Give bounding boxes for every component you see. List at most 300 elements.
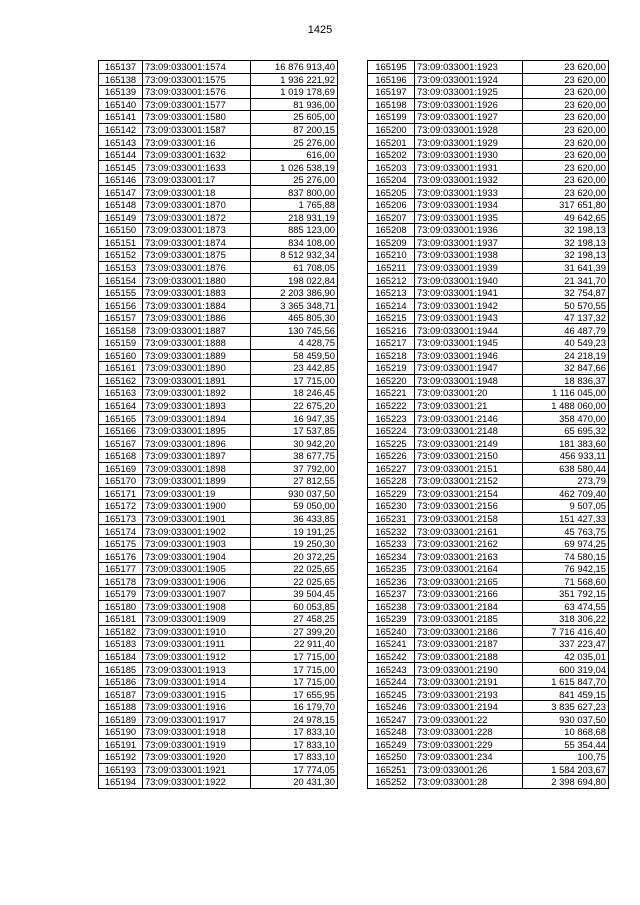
cadastral-value: 2 203 386,90 bbox=[251, 286, 338, 299]
cadastral-number: 73:09:033001:2152 bbox=[415, 475, 523, 488]
table-row bbox=[99, 161, 338, 174]
table-row bbox=[99, 663, 338, 676]
table-row bbox=[99, 224, 338, 237]
table-row bbox=[368, 199, 609, 212]
row-number: 165164 bbox=[99, 399, 143, 412]
table-row bbox=[368, 763, 609, 776]
cadastral-number: 73:09:033001:1894 bbox=[143, 412, 251, 425]
row-number: 165242 bbox=[368, 650, 415, 663]
table-row bbox=[99, 148, 338, 161]
row-number: 165189 bbox=[99, 713, 143, 726]
table-row bbox=[368, 324, 609, 337]
table-row bbox=[99, 575, 338, 588]
row-number: 165173 bbox=[99, 512, 143, 525]
cadastral-number: 73:09:033001:22 bbox=[415, 713, 523, 726]
cadastral-number: 73:09:033001:1943 bbox=[415, 311, 523, 324]
row-number: 165175 bbox=[99, 537, 143, 550]
row-number: 165214 bbox=[368, 299, 415, 312]
cadastral-value: 181 383,60 bbox=[523, 437, 609, 450]
cadastral-number: 73:09:033001:1926 bbox=[415, 98, 523, 111]
row-number: 165167 bbox=[99, 437, 143, 450]
cadastral-value: 1 936 221,92 bbox=[251, 73, 338, 86]
cadastral-value: 50 570,55 bbox=[523, 299, 609, 312]
table-row bbox=[99, 249, 338, 262]
row-number: 165169 bbox=[99, 462, 143, 475]
row-number: 165198 bbox=[368, 98, 415, 111]
row-number: 165138 bbox=[99, 73, 143, 86]
cadastral-number: 73:09:033001:2186 bbox=[415, 625, 523, 638]
cadastral-number: 73:09:033001:1890 bbox=[143, 362, 251, 375]
cadastral-value: 23 620,00 bbox=[523, 86, 609, 99]
row-number: 165228 bbox=[368, 475, 415, 488]
cadastral-number: 73:09:033001:2184 bbox=[415, 600, 523, 613]
table-row bbox=[368, 261, 609, 274]
table-row bbox=[368, 500, 609, 513]
cadastral-value: 40 549,23 bbox=[523, 337, 609, 350]
cadastral-value: 616,00 bbox=[251, 148, 338, 161]
cadastral-number: 73:09:033001:21 bbox=[415, 399, 523, 412]
table-row bbox=[368, 638, 609, 651]
cadastral-value: 930 037,50 bbox=[251, 487, 338, 500]
table-row bbox=[368, 349, 609, 362]
cadastral-value: 23 620,00 bbox=[523, 123, 609, 136]
row-number: 165195 bbox=[368, 61, 415, 74]
cadastral-number: 73:09:033001:2162 bbox=[415, 537, 523, 550]
row-number: 165150 bbox=[99, 224, 143, 237]
cadastral-number: 73:09:033001:1928 bbox=[415, 123, 523, 136]
cadastral-value: 81 936,00 bbox=[251, 98, 338, 111]
cadastral-number: 73:09:033001:1907 bbox=[143, 587, 251, 600]
cadastral-value: 27 458,25 bbox=[251, 613, 338, 626]
table-row bbox=[368, 299, 609, 312]
cadastral-value: 19 191,25 bbox=[251, 525, 338, 538]
table-row bbox=[368, 713, 609, 726]
row-number: 165193 bbox=[99, 763, 143, 776]
table-row bbox=[368, 587, 609, 600]
cadastral-number: 73:09:033001:1909 bbox=[143, 613, 251, 626]
row-number: 165227 bbox=[368, 462, 415, 475]
cadastral-value: 16 876 913,40 bbox=[251, 61, 338, 74]
cadastral-number: 73:09:033001:1947 bbox=[415, 362, 523, 375]
table-row bbox=[99, 362, 338, 375]
table-row bbox=[99, 399, 338, 412]
cadastral-number: 73:09:033001:1916 bbox=[143, 700, 251, 713]
table-row bbox=[368, 675, 609, 688]
row-number: 165247 bbox=[368, 713, 415, 726]
table-row bbox=[368, 550, 609, 563]
row-number: 165221 bbox=[368, 387, 415, 400]
cadastral-value: 45 763,75 bbox=[523, 525, 609, 538]
table-row bbox=[368, 224, 609, 237]
cadastral-value: 17 833,10 bbox=[251, 725, 338, 738]
cadastral-value: 8 512 932,34 bbox=[251, 249, 338, 262]
register-table-left bbox=[98, 60, 338, 789]
cadastral-number: 73:09:033001:1915 bbox=[143, 688, 251, 701]
cadastral-value: 17 655,95 bbox=[251, 688, 338, 701]
table-row bbox=[368, 311, 609, 324]
row-number: 165194 bbox=[99, 776, 143, 789]
table-row bbox=[99, 311, 338, 324]
row-number: 165222 bbox=[368, 399, 415, 412]
table-row bbox=[99, 349, 338, 362]
cadastral-value: 318 306,22 bbox=[523, 613, 609, 626]
cadastral-value: 60 053,85 bbox=[251, 600, 338, 613]
cadastral-number: 73:09:033001:28 bbox=[415, 776, 523, 789]
cadastral-value: 23 620,00 bbox=[523, 98, 609, 111]
cadastral-number: 73:09:033001:1946 bbox=[415, 349, 523, 362]
cadastral-value: 31 641,39 bbox=[523, 261, 609, 274]
table-row bbox=[368, 725, 609, 738]
cadastral-value: 30 942,20 bbox=[251, 437, 338, 450]
table-row bbox=[368, 663, 609, 676]
cadastral-value: 32 198,13 bbox=[523, 224, 609, 237]
cadastral-number: 73:09:033001:1876 bbox=[143, 261, 251, 274]
cadastral-value: 19 250,30 bbox=[251, 537, 338, 550]
cadastral-value: 20 372,25 bbox=[251, 550, 338, 563]
cadastral-number: 73:09:033001:1892 bbox=[143, 387, 251, 400]
row-number: 165246 bbox=[368, 700, 415, 713]
cadastral-number: 73:09:033001:234 bbox=[415, 751, 523, 764]
table-row bbox=[99, 512, 338, 525]
cadastral-number: 73:09:033001:1919 bbox=[143, 738, 251, 751]
cadastral-number: 73:09:033001:1883 bbox=[143, 286, 251, 299]
cadastral-value: 32 198,13 bbox=[523, 236, 609, 249]
row-number: 165145 bbox=[99, 161, 143, 174]
cadastral-number: 73:09:033001:1895 bbox=[143, 424, 251, 437]
table-row bbox=[99, 525, 338, 538]
cadastral-number: 73:09:033001:1923 bbox=[415, 61, 523, 74]
table-row bbox=[99, 199, 338, 212]
table-row bbox=[99, 738, 338, 751]
cadastral-number: 73:09:033001:1880 bbox=[143, 274, 251, 287]
cadastral-number: 73:09:033001:1937 bbox=[415, 236, 523, 249]
cadastral-value: 17 833,10 bbox=[251, 738, 338, 751]
row-number: 165243 bbox=[368, 663, 415, 676]
row-number: 165183 bbox=[99, 638, 143, 651]
row-number: 165153 bbox=[99, 261, 143, 274]
cadastral-value: 63 474,55 bbox=[523, 600, 609, 613]
row-number: 165160 bbox=[99, 349, 143, 362]
cadastral-value: 65 695,32 bbox=[523, 424, 609, 437]
cadastral-value: 1 488 060,00 bbox=[523, 399, 609, 412]
row-number: 165208 bbox=[368, 224, 415, 237]
table-row bbox=[99, 274, 338, 287]
table-row bbox=[99, 61, 338, 74]
row-number: 165226 bbox=[368, 449, 415, 462]
cadastral-number: 73:09:033001:17 bbox=[143, 173, 251, 186]
row-number: 165179 bbox=[99, 587, 143, 600]
table-row bbox=[368, 625, 609, 638]
cadastral-value: 17 715,00 bbox=[251, 663, 338, 676]
table-row bbox=[368, 650, 609, 663]
row-number: 165144 bbox=[99, 148, 143, 161]
cadastral-number: 73:09:033001:1891 bbox=[143, 374, 251, 387]
table-row bbox=[368, 148, 609, 161]
row-number: 165224 bbox=[368, 424, 415, 437]
cadastral-value: 885 123,00 bbox=[251, 224, 338, 237]
table-row bbox=[368, 475, 609, 488]
row-number: 165234 bbox=[368, 550, 415, 563]
table-row bbox=[99, 261, 338, 274]
row-number: 165139 bbox=[99, 86, 143, 99]
cadastral-value: 87 200,15 bbox=[251, 123, 338, 136]
cadastral-value: 22 025,65 bbox=[251, 562, 338, 575]
table-row bbox=[368, 537, 609, 550]
row-number: 165231 bbox=[368, 512, 415, 525]
row-number: 165147 bbox=[99, 186, 143, 199]
cadastral-number: 73:09:033001:1913 bbox=[143, 663, 251, 676]
cadastral-value: 27 812,55 bbox=[251, 475, 338, 488]
cadastral-value: 23 620,00 bbox=[523, 61, 609, 74]
row-number: 165237 bbox=[368, 587, 415, 600]
row-number: 165184 bbox=[99, 650, 143, 663]
table-row bbox=[99, 763, 338, 776]
cadastral-number: 73:09:033001:1948 bbox=[415, 374, 523, 387]
table-row bbox=[99, 324, 338, 337]
cadastral-value: 1 765,88 bbox=[251, 199, 338, 212]
cadastral-number: 73:09:033001:1903 bbox=[143, 537, 251, 550]
cadastral-number: 73:09:033001:1898 bbox=[143, 462, 251, 475]
table-row bbox=[368, 776, 609, 789]
cadastral-number: 73:09:033001:2154 bbox=[415, 487, 523, 500]
cadastral-number: 73:09:033001:2191 bbox=[415, 675, 523, 688]
cadastral-value: 198 022,84 bbox=[251, 274, 338, 287]
cadastral-number: 73:09:033001:2146 bbox=[415, 412, 523, 425]
row-number: 165245 bbox=[368, 688, 415, 701]
cadastral-number: 73:09:033001:20 bbox=[415, 387, 523, 400]
table-row bbox=[368, 575, 609, 588]
cadastral-value: 24 218,19 bbox=[523, 349, 609, 362]
cadastral-value: 17 715,00 bbox=[251, 650, 338, 663]
table-row bbox=[368, 337, 609, 350]
cadastral-value: 834 108,00 bbox=[251, 236, 338, 249]
cadastral-value: 841 459,15 bbox=[523, 688, 609, 701]
cadastral-value: 61 708,05 bbox=[251, 261, 338, 274]
table-row bbox=[368, 738, 609, 751]
cadastral-value: 10 868,68 bbox=[523, 725, 609, 738]
cadastral-value: 47 137,32 bbox=[523, 311, 609, 324]
row-number: 165199 bbox=[368, 111, 415, 124]
row-number: 165161 bbox=[99, 362, 143, 375]
cadastral-value: 23 620,00 bbox=[523, 111, 609, 124]
cadastral-number: 73:09:033001:1924 bbox=[415, 73, 523, 86]
cadastral-value: 59 050,00 bbox=[251, 500, 338, 513]
table-row bbox=[368, 751, 609, 764]
row-number: 165149 bbox=[99, 211, 143, 224]
row-number: 165140 bbox=[99, 98, 143, 111]
cadastral-value: 462 709,40 bbox=[523, 487, 609, 500]
row-number: 165181 bbox=[99, 613, 143, 626]
row-number: 165165 bbox=[99, 412, 143, 425]
row-number: 165170 bbox=[99, 475, 143, 488]
row-number: 165166 bbox=[99, 424, 143, 437]
cadastral-number: 73:09:033001:1577 bbox=[143, 98, 251, 111]
row-number: 165152 bbox=[99, 249, 143, 262]
cadastral-number: 73:09:033001:1938 bbox=[415, 249, 523, 262]
row-number: 165137 bbox=[99, 61, 143, 74]
cadastral-number: 73:09:033001:1574 bbox=[143, 61, 251, 74]
row-number: 165191 bbox=[99, 738, 143, 751]
cadastral-number: 73:09:033001:1632 bbox=[143, 148, 251, 161]
row-number: 165158 bbox=[99, 324, 143, 337]
table-row bbox=[99, 462, 338, 475]
row-number: 165190 bbox=[99, 725, 143, 738]
cadastral-number: 73:09:033001:16 bbox=[143, 136, 251, 149]
row-number: 165230 bbox=[368, 500, 415, 513]
cadastral-number: 73:09:033001:1911 bbox=[143, 638, 251, 651]
row-number: 165252 bbox=[368, 776, 415, 789]
cadastral-number: 73:09:033001:1930 bbox=[415, 148, 523, 161]
row-number: 165210 bbox=[368, 249, 415, 262]
cadastral-value: 24 978,15 bbox=[251, 713, 338, 726]
table-row bbox=[99, 236, 338, 249]
cadastral-value: 18 246,45 bbox=[251, 387, 338, 400]
cadastral-value: 130 745,56 bbox=[251, 324, 338, 337]
cadastral-number: 73:09:033001:1908 bbox=[143, 600, 251, 613]
table-row bbox=[368, 73, 609, 86]
row-number: 165235 bbox=[368, 562, 415, 575]
row-number: 165249 bbox=[368, 738, 415, 751]
cadastral-number: 73:09:033001:1587 bbox=[143, 123, 251, 136]
cadastral-number: 73:09:033001:228 bbox=[415, 725, 523, 738]
cadastral-number: 73:09:033001:2187 bbox=[415, 638, 523, 651]
table-row bbox=[99, 675, 338, 688]
table-row bbox=[368, 512, 609, 525]
cadastral-value: 1 019 178,69 bbox=[251, 86, 338, 99]
cadastral-number: 73:09:033001:1941 bbox=[415, 286, 523, 299]
cadastral-value: 38 677,75 bbox=[251, 449, 338, 462]
row-number: 165233 bbox=[368, 537, 415, 550]
table-row bbox=[99, 562, 338, 575]
cadastral-number: 73:09:033001:1899 bbox=[143, 475, 251, 488]
cadastral-value: 351 792,15 bbox=[523, 587, 609, 600]
row-number: 165151 bbox=[99, 236, 143, 249]
cadastral-value: 23 620,00 bbox=[523, 161, 609, 174]
table-row bbox=[99, 123, 338, 136]
row-number: 165207 bbox=[368, 211, 415, 224]
row-number: 165206 bbox=[368, 199, 415, 212]
cadastral-value: 17 715,00 bbox=[251, 374, 338, 387]
cadastral-number: 73:09:033001:1940 bbox=[415, 274, 523, 287]
row-number: 165192 bbox=[99, 751, 143, 764]
table-row bbox=[368, 111, 609, 124]
cadastral-number: 73:09:033001:2185 bbox=[415, 613, 523, 626]
cadastral-value: 23 620,00 bbox=[523, 173, 609, 186]
cadastral-value: 16 179,70 bbox=[251, 700, 338, 713]
table-row bbox=[99, 700, 338, 713]
cadastral-number: 73:09:033001:2163 bbox=[415, 550, 523, 563]
cadastral-value: 23 442,85 bbox=[251, 362, 338, 375]
cadastral-value: 4 428,75 bbox=[251, 337, 338, 350]
cadastral-number: 73:09:033001:2149 bbox=[415, 437, 523, 450]
table-row bbox=[368, 161, 609, 174]
row-number: 165215 bbox=[368, 311, 415, 324]
table-row bbox=[368, 86, 609, 99]
table-row bbox=[368, 136, 609, 149]
cadastral-number: 73:09:033001:1906 bbox=[143, 575, 251, 588]
cadastral-number: 73:09:033001:1927 bbox=[415, 111, 523, 124]
table-row bbox=[368, 374, 609, 387]
table-row bbox=[368, 700, 609, 713]
table-row bbox=[368, 462, 609, 475]
row-number: 165241 bbox=[368, 638, 415, 651]
cadastral-value: 42 035,01 bbox=[523, 650, 609, 663]
row-number: 165185 bbox=[99, 663, 143, 676]
cadastral-value: 32 198,13 bbox=[523, 249, 609, 262]
cadastral-value: 317 651,80 bbox=[523, 199, 609, 212]
row-number: 165251 bbox=[368, 763, 415, 776]
table-row bbox=[99, 186, 338, 199]
cadastral-number: 73:09:033001:2151 bbox=[415, 462, 523, 475]
row-number: 165250 bbox=[368, 751, 415, 764]
row-number: 165159 bbox=[99, 337, 143, 350]
cadastral-value: 17 833,10 bbox=[251, 751, 338, 764]
cadastral-value: 273,79 bbox=[523, 475, 609, 488]
row-number: 165176 bbox=[99, 550, 143, 563]
row-number: 165204 bbox=[368, 173, 415, 186]
cadastral-number: 73:09:033001:1917 bbox=[143, 713, 251, 726]
cadastral-value: 837 800,00 bbox=[251, 186, 338, 199]
cadastral-value: 100,75 bbox=[523, 751, 609, 764]
cadastral-number: 73:09:033001:1875 bbox=[143, 249, 251, 262]
cadastral-value: 23 620,00 bbox=[523, 186, 609, 199]
cadastral-value: 358 470,00 bbox=[523, 412, 609, 425]
cadastral-number: 73:09:033001:1939 bbox=[415, 261, 523, 274]
table-row bbox=[368, 449, 609, 462]
cadastral-number: 73:09:033001:1942 bbox=[415, 299, 523, 312]
table-row bbox=[368, 274, 609, 287]
row-number: 165238 bbox=[368, 600, 415, 613]
cadastral-value: 25 276,00 bbox=[251, 173, 338, 186]
cadastral-number: 73:09:033001:1886 bbox=[143, 311, 251, 324]
table-row bbox=[99, 173, 338, 186]
row-number: 165212 bbox=[368, 274, 415, 287]
cadastral-value: 55 354,44 bbox=[523, 738, 609, 751]
cadastral-value: 71 568,60 bbox=[523, 575, 609, 588]
cadastral-value: 930 037,50 bbox=[523, 713, 609, 726]
row-number: 165180 bbox=[99, 600, 143, 613]
row-number: 165142 bbox=[99, 123, 143, 136]
row-number: 165218 bbox=[368, 349, 415, 362]
row-number: 165162 bbox=[99, 374, 143, 387]
cadastral-number: 73:09:033001:1945 bbox=[415, 337, 523, 350]
cadastral-value: 22 025,65 bbox=[251, 575, 338, 588]
cadastral-value: 18 836,37 bbox=[523, 374, 609, 387]
cadastral-value: 456 933,11 bbox=[523, 449, 609, 462]
row-number: 165211 bbox=[368, 261, 415, 274]
row-number: 165216 bbox=[368, 324, 415, 337]
row-number: 165197 bbox=[368, 86, 415, 99]
row-number: 165229 bbox=[368, 487, 415, 500]
cadastral-value: 58 459,50 bbox=[251, 349, 338, 362]
cadastral-number: 73:09:033001:1576 bbox=[143, 86, 251, 99]
cadastral-number: 73:09:033001:18 bbox=[143, 186, 251, 199]
cadastral-value: 46 487,79 bbox=[523, 324, 609, 337]
row-number: 165209 bbox=[368, 236, 415, 249]
cadastral-value: 23 620,00 bbox=[523, 148, 609, 161]
table-row bbox=[99, 550, 338, 563]
row-number: 165148 bbox=[99, 199, 143, 212]
cadastral-number: 73:09:033001:1580 bbox=[143, 111, 251, 124]
table-row bbox=[99, 638, 338, 651]
cadastral-number: 73:09:033001:1912 bbox=[143, 650, 251, 663]
cadastral-number: 73:09:033001:2161 bbox=[415, 525, 523, 538]
cadastral-number: 73:09:033001:2150 bbox=[415, 449, 523, 462]
cadastral-number: 73:09:033001:26 bbox=[415, 763, 523, 776]
table-row bbox=[368, 688, 609, 701]
table-row bbox=[99, 424, 338, 437]
cadastral-number: 73:09:033001:1872 bbox=[143, 211, 251, 224]
